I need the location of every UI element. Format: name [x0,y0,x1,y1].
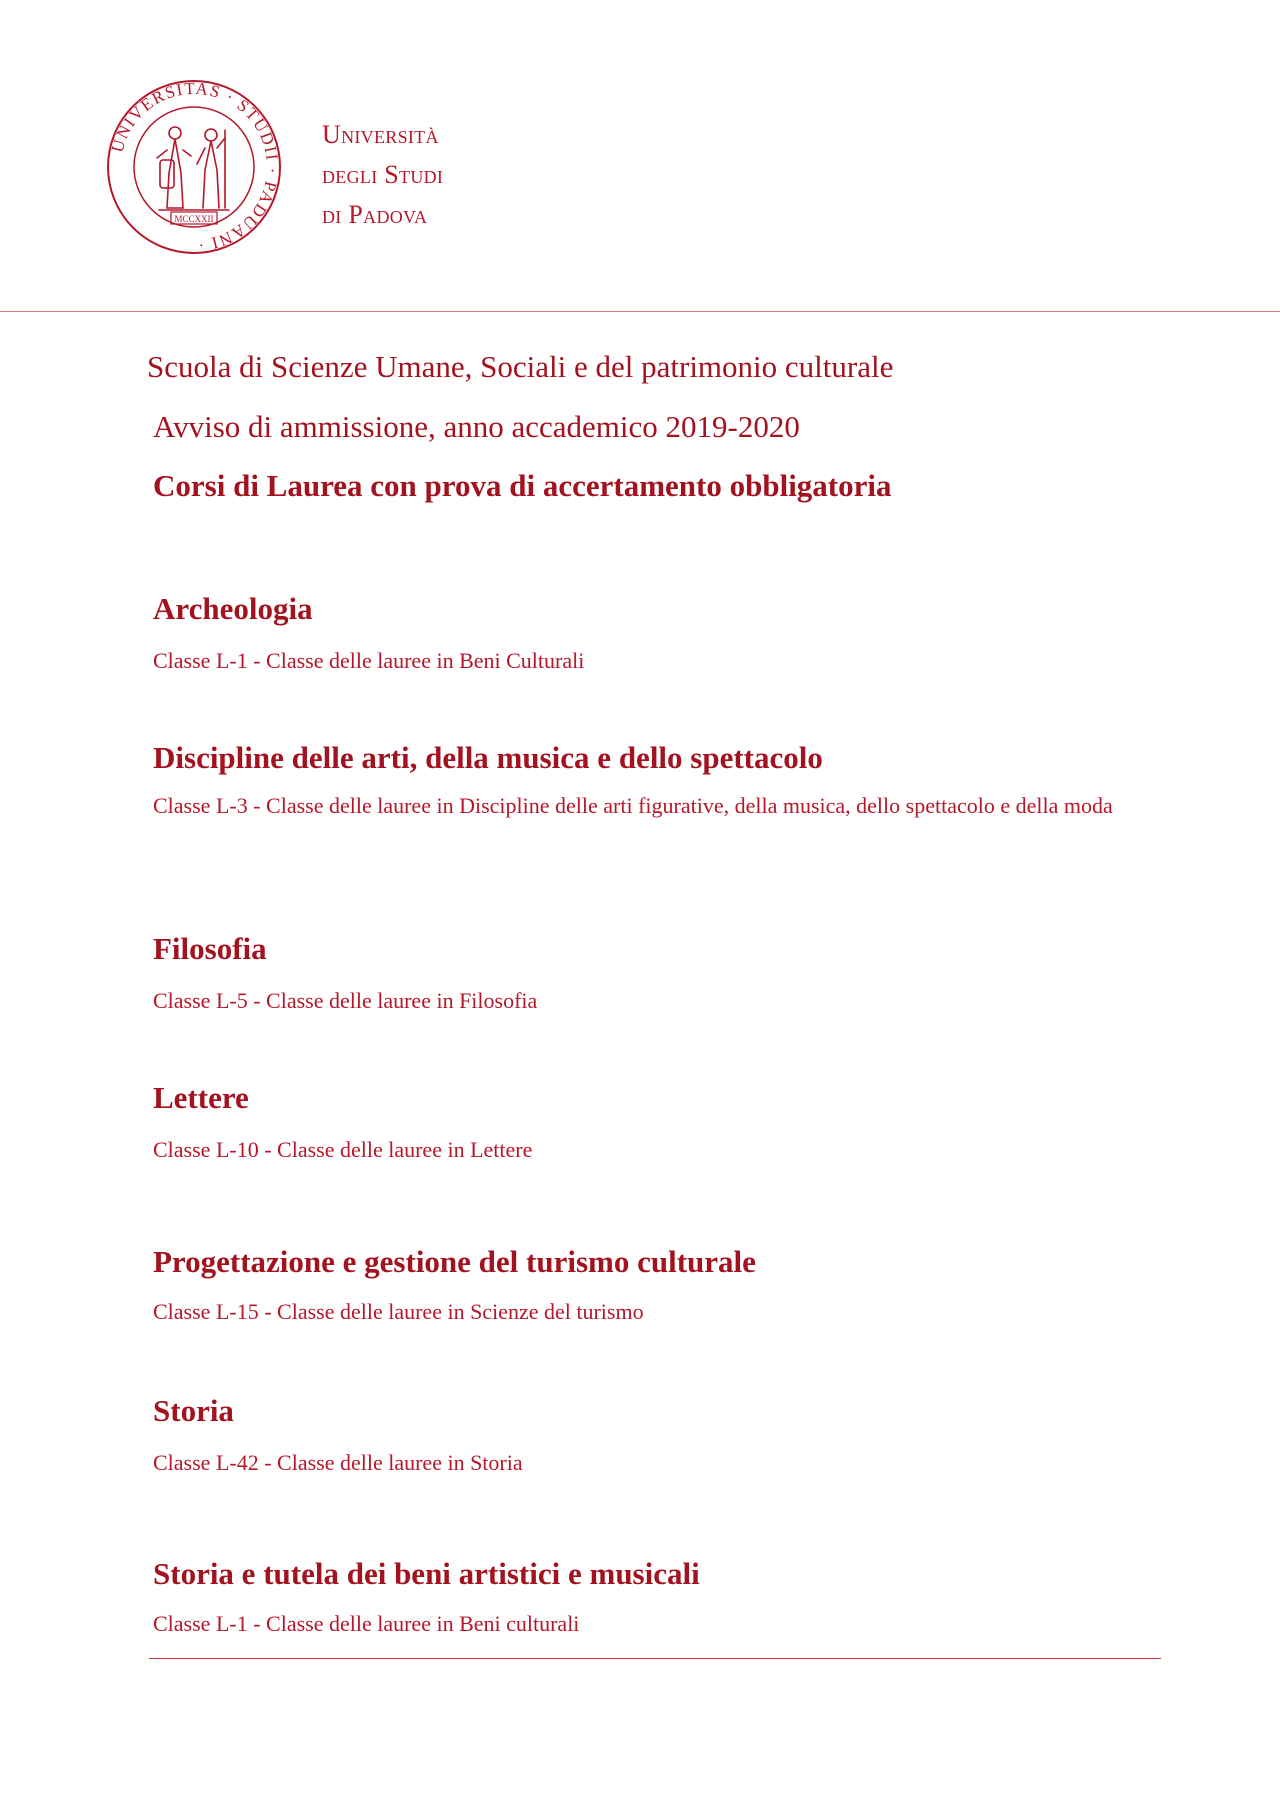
course-entry [153,1392,1173,1486]
course-title: Progettazione e gestione del turismo culturale [153,1244,756,1279]
university-name [322,115,443,235]
course-entry [153,1555,1173,1647]
course-title: Archeologia [153,591,313,626]
course-title: Lettere [153,1080,249,1115]
course-title: Discipline delle arti, della musica e dello spettacolo [153,740,823,775]
course-class: Classe L-10 - Classe delle lauree in Lettere [153,1137,533,1162]
course-title: Storia e tutela dei beni artistici e musicali [153,1556,700,1591]
course-entry [153,930,1173,1024]
course-entry [153,1243,1173,1335]
course-class: Classe L-15 - Classe delle lauree in Scienze del turismo [153,1299,644,1324]
course-class: Classe L-3 - Classe delle lauree in Discipline delle arti figurative, della musica, dello spettacolo e della moda [153,793,1113,818]
course-class: Classe L-1 - Classe delle lauree in Beni culturali [153,1611,580,1636]
document-headline: Corsi di Laurea con prova di accertamento obbligatoria [153,468,892,503]
course-entry [153,590,1173,684]
course-class: Classe L-1 - Classe delle lauree in Beni Culturali [153,648,585,673]
university-name-line-3: di Padova [322,200,428,229]
course-entry [153,1079,1173,1173]
university-name-line-2: degli Studi [322,160,444,189]
course-title: Storia [153,1393,234,1428]
school-name: Scuola di Scienze Umane, Sociali e del patrimonio culturale [147,349,894,384]
course-entry [153,739,1173,829]
university-seal-logo [105,78,283,256]
bottom-divider [149,1658,1161,1659]
course-title: Filosofia [153,931,267,966]
header-divider [0,311,1280,312]
course-class: Classe L-5 - Classe delle lauree in Filosofia [153,988,538,1013]
course-class: Classe L-42 - Classe delle lauree in Storia [153,1450,523,1475]
svg-text:MCCXXII: MCCXXII [174,214,214,224]
admission-notice: Avviso di ammissione, anno accademico 2019-2020 [153,409,800,444]
svg-text:UNIVERSITAS · STUDII · PADUANI: UNIVERSITAS · STUDII · PADUANI · [107,78,283,256]
university-name-line-1: Università [322,120,439,149]
